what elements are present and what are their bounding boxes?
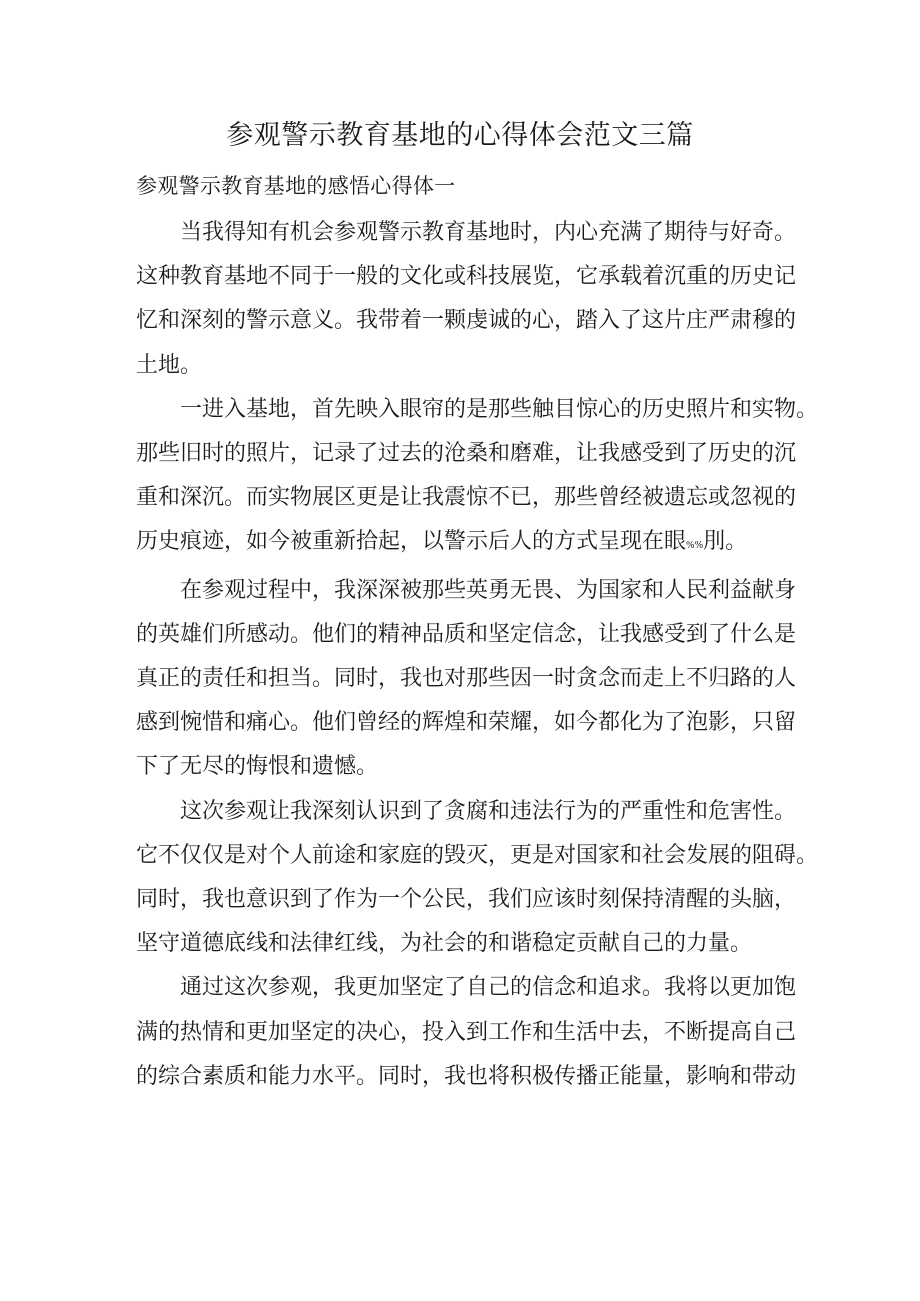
document-body bbox=[136, 211, 819, 1099]
paragraph-line: 这次参观让我深刻认识到了贪腐和违法行为的严重性和危害性。 bbox=[180, 798, 797, 824]
line-text: 刖。 bbox=[703, 529, 748, 555]
section-subtitle: 参观警示教育基地的感悟心得体一 bbox=[136, 174, 456, 198]
paragraph-line: 真正的责任和担当。同时，我也对那些因一时贪念而走上不归路的人 bbox=[136, 666, 797, 692]
paragraph-2 bbox=[136, 388, 819, 569]
paragraph-line: 重和深沉。而实物展区更是让我震惊不已，那些曾经被遗忘或忽视的 bbox=[136, 485, 797, 511]
paragraph-line: 一进入基地，首先映入眼帘的是那些触目惊心的历史照片和实物。 bbox=[180, 396, 819, 422]
paragraph-line: 当我得知有机会参观警示教育基地时，内心充满了期待与好奇。 bbox=[180, 220, 797, 245]
line-text: 历史痕迹，如今被重新拾起，以警示后人的方式呈现在眼 bbox=[136, 529, 687, 555]
paragraph-line: 坚守道德底线和法律红线，为社会的和谐稳定贡献自己的力量。 bbox=[136, 931, 753, 957]
paragraph-line: 这种教育基地不同于一般的文化或科技展览，它承载着沉重的历史记 bbox=[136, 264, 797, 290]
paragraph-line: 它不仅仅是对个人前途和家庭的毁灭，更是对国家和社会发展的阻碍。 bbox=[136, 842, 819, 868]
paragraph-line bbox=[136, 520, 786, 568]
paragraph-line: 忆和深刻的警示意义。我带着一颗虔诚的心，踏入了这片庄严肃穆的 bbox=[136, 308, 797, 334]
paragraph-line: 在参观过程中，我深深被那些英勇无畏、为国家和人民利益献身 bbox=[180, 577, 797, 603]
paragraph-line: 下了无尽的悔恨和遗憾。 bbox=[136, 754, 379, 780]
ocr-artifact-mark: %% bbox=[686, 541, 704, 552]
document-title: 参观警示教育基地的心得体会范文三篇 bbox=[226, 120, 694, 151]
paragraph-line: 土地。 bbox=[136, 352, 203, 378]
paragraph-5 bbox=[136, 966, 797, 1099]
paragraph-line: 满的热情和更加坚定的决心，投入到工作和生活中去，不断提高自己 bbox=[136, 1019, 797, 1045]
paragraph-line: 通过这次参观，我更加坚定了自己的信念和追求。我将以更加饱 bbox=[180, 975, 797, 1001]
paragraph-3 bbox=[136, 569, 797, 790]
paragraph-line: 感到惋惜和痛心。他们曾经的辉煌和荣耀，如今都化为了泡影，只留 bbox=[136, 710, 797, 736]
paragraph-line: 同时，我也意识到了作为一个公民，我们应该时刻保持清醒的头脑， bbox=[136, 887, 797, 913]
paragraph-1 bbox=[136, 211, 797, 388]
paragraph-line: 那些旧时的照片，记录了过去的沧桑和磨难，让我感受到了历史的沉 bbox=[136, 441, 797, 467]
paragraph-line: 的综合素质和能力水平。同时，我也将积极传播正能量，影响和带动 bbox=[136, 1063, 797, 1089]
paragraph-4 bbox=[136, 790, 819, 967]
paragraph-line: 的英雄们所感动。他们的精神品质和坚定信念，让我感受到了什么是 bbox=[136, 621, 797, 647]
